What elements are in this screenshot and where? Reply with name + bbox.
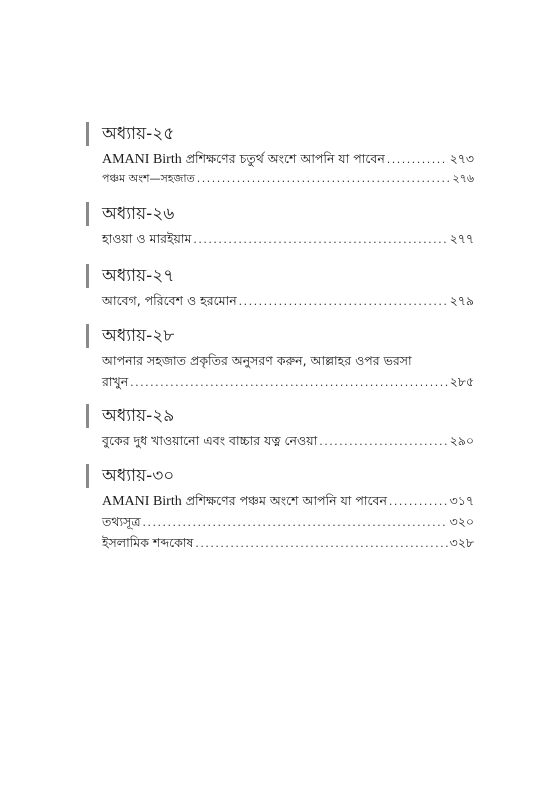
entry-page-number: ২৮৫ [449,374,474,389]
entry-text: আবেগ, পরিবেশ ও হরমোন [102,293,237,308]
chapter-entries [102,430,476,451]
entry-page-number: ৩১৭ [449,493,474,508]
chapter-entries [102,148,476,188]
entry-page-number: ২৭৩ [449,151,474,166]
dot-leader [195,533,447,554]
dot-leader [239,291,448,312]
toc-entry[interactable] [102,228,474,249]
entry-text: প্রশিক্ষণের চতুর্থ অংশে আপনি যা পাবেন [181,151,385,166]
dot-leader [197,169,451,188]
chapter-title: অধ্যায়-২৫ [102,124,175,144]
entry-text: ইসলামিক শব্দকোষ [102,535,194,550]
chapter-entries [102,490,476,553]
entry-text: আপনার সহজাত প্রকৃতির অনুসরণ করুন, আল্লাহর ওপর ভরসা [102,353,412,368]
entry-text: হাওয়া ও মারইয়াম [102,231,192,246]
dot-leader [389,491,448,512]
chapter-marker-bar [86,464,89,488]
chapter-title: অধ্যায়-২৮ [102,326,175,346]
dot-leader [143,512,448,533]
chapter-30 [86,462,476,553]
entry-text: পঞ্চম অংশ—সহজাত [102,172,195,185]
chapter-heading [86,120,476,148]
chapter-28 [86,322,476,392]
chapter-29 [86,402,476,451]
dot-leader [193,229,447,250]
chapter-26 [86,200,476,249]
toc-entry[interactable] [102,169,474,188]
toc-entry[interactable] [102,430,474,451]
chapter-title: অধ্যায়-২৬ [102,204,175,224]
chapter-title: অধ্যায়-৩০ [102,466,175,486]
entry-latin-text: AMANI Birth [102,494,182,509]
toc-entry[interactable] [102,350,474,392]
entry-page-number: ৩২০ [449,514,474,529]
chapter-marker-bar [86,324,89,348]
toc-entry[interactable] [102,290,474,311]
chapter-marker-bar [86,404,89,428]
toc-entry[interactable] [102,148,474,169]
chapter-entries [102,290,476,311]
chapter-heading [86,200,476,228]
toc-entry[interactable] [102,490,474,511]
chapter-heading [86,262,476,290]
entry-page-number: ৩২৮ [449,535,474,550]
entry-page-number: ২৭৬ [452,172,474,185]
chapter-entries [102,350,476,392]
entry-page-number: ২৭৯ [449,293,474,308]
entry-text-continued: রাখুন [102,374,129,389]
chapter-27 [86,262,476,311]
chapter-entries [102,228,476,249]
dot-leader [319,431,447,452]
chapter-marker-bar [86,264,89,288]
chapter-heading [86,462,476,490]
toc-entry[interactable] [102,511,474,532]
chapter-title: অধ্যায়-২৯ [102,406,175,426]
entry-latin-text: AMANI Birth [102,152,182,167]
chapter-marker-bar [86,202,89,226]
chapter-title: অধ্যায়-২৭ [102,266,175,286]
dot-leader [130,372,447,393]
chapter-marker-bar [86,122,89,146]
chapter-heading [86,402,476,430]
entry-text: তথ্যসূত্র [102,514,141,529]
entry-text: বুকের দুধ খাওয়ানো এবং বাচ্চার যত্ন নেওয়া [102,433,318,448]
toc-entry[interactable] [102,532,474,553]
chapter-heading [86,322,476,350]
entry-page-number: ২৭৭ [449,231,474,246]
dot-leader [387,149,448,170]
chapter-25 [86,120,476,188]
entry-text: প্রশিক্ষণের পঞ্চম অংশে আপনি যা পাবেন [181,493,387,508]
entry-page-number: ২৯০ [449,433,474,448]
